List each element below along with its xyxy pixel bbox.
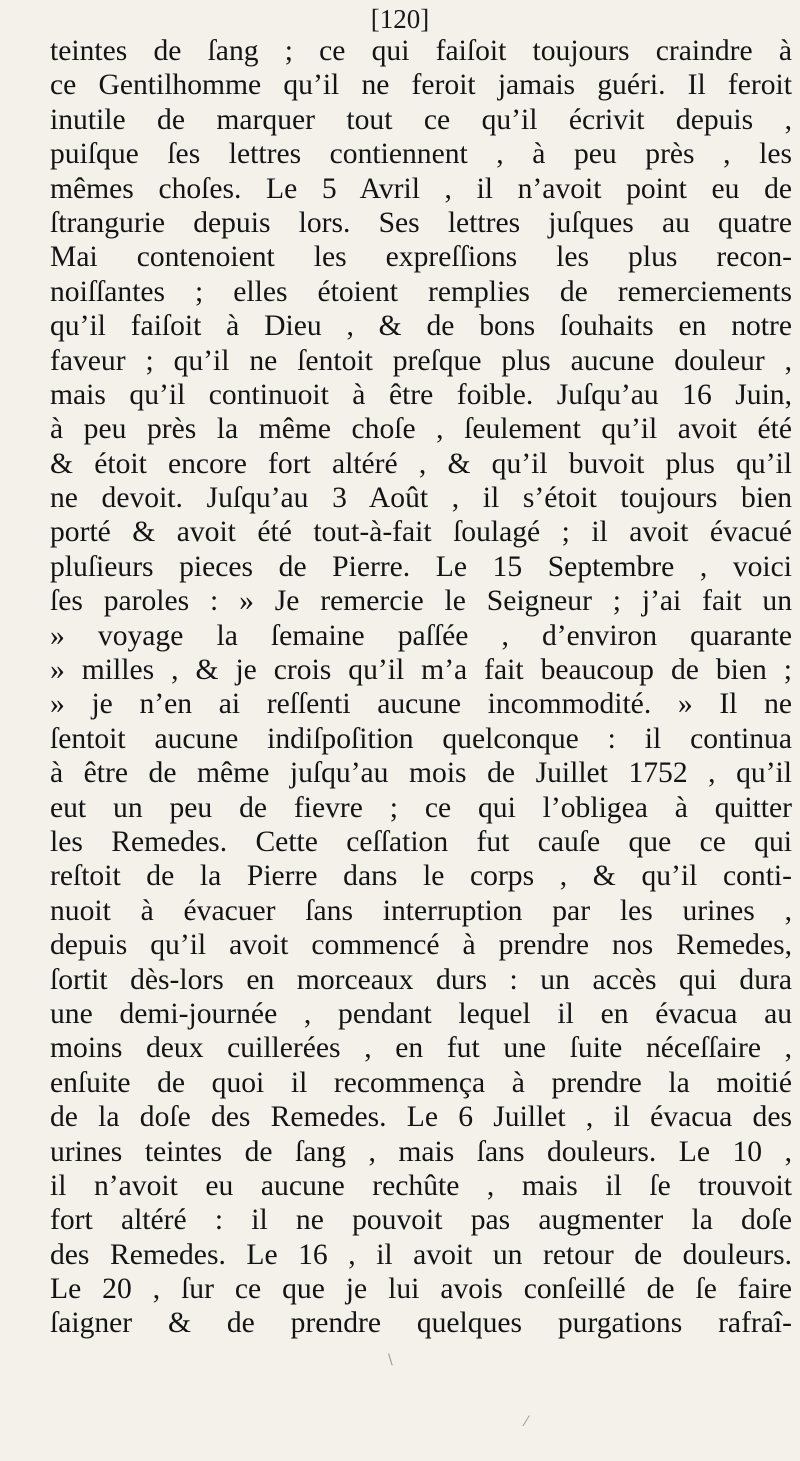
text-line: ne devoit. Juſqu’au 3 Août , il s’étoit toujours bien xyxy=(50,482,792,515)
text-line: inutile de marquer tout ce qu’il écrivit depuis , xyxy=(50,103,792,136)
text-line: fort altéré : il ne pouvoit pas augmenter la doſe xyxy=(50,1204,792,1237)
text-line: une demi-journée , pendant lequel il en évacua au xyxy=(50,997,792,1030)
text-line: & étoit encore fort altéré , & qu’il buvoit plus qu’il xyxy=(50,447,792,480)
text-line: qu’il faiſoit à Dieu , & de bons ſouhaits en notre xyxy=(50,310,792,343)
text-line: » milles , & je crois qu’il m’a fait beaucoup de bien ; xyxy=(50,654,792,687)
text-line: » je n’en ai reſſenti aucune incommodité. » Il ne xyxy=(50,688,792,721)
text-line: Le 20 , ſur ce que je lui avois conſeillé de ſe faire xyxy=(50,1273,792,1306)
scan-mark: \ xyxy=(388,1352,393,1368)
text-line: de la doſe des Remedes. Le 6 Juillet , il évacua des xyxy=(50,1101,792,1134)
text-line: ſortit dès-lors en morceaux durs : un accès qui dura xyxy=(50,963,792,996)
text-line: ſes paroles : » Je remercie le Seigneur ; j’ai fait un xyxy=(50,585,792,618)
body-text xyxy=(50,34,792,1341)
text-line: des Remedes. Le 16 , il avoit un retour de douleurs. xyxy=(50,1238,792,1271)
text-line: » voyage la ſemaine paſſée , d’environ quarante xyxy=(50,619,792,652)
text-line: ſentoit aucune indiſpoſition quelconque : il continua xyxy=(50,722,792,755)
text-line: enſuite de quoi il recommença à prendre la moitié xyxy=(50,1066,792,1099)
text-line: puiſque ſes lettres contiennent , à peu près , les xyxy=(50,138,792,171)
page-number: [120] xyxy=(370,4,430,34)
text-line: ce Gentilhomme qu’il ne feroit jamais guéri. Il feroit xyxy=(50,69,792,102)
text-line: reſtoit de la Pierre dans le corps , & qu’il conti- xyxy=(50,860,792,893)
text-line: eut un peu de fievre ; ce qui l’obligea à quitter xyxy=(50,791,792,824)
text-line: ſtrangurie depuis lors. Ses lettres juſques au quatre xyxy=(50,206,792,239)
text-line: les Remedes. Cette ceſſation fut cauſe que ce qui xyxy=(50,825,792,858)
text-line: mais qu’il continuoit à être foible. Juſqu’au 16 Juin, xyxy=(50,378,792,411)
text-line: porté & avoit été tout-à-fait ſoulagé ; il avoit évacué xyxy=(50,516,792,549)
text-line: moins deux cuillerées , en fut une ſuite néceſſaire , xyxy=(50,1032,792,1065)
text-line: pluſieurs pieces de Pierre. Le 15 Septembre , voici xyxy=(50,550,792,583)
text-line: à être de même juſqu’au mois de Juillet 1752 , qu’il xyxy=(50,757,792,790)
text-line: nuoit à évacuer ſans interruption par les urines , xyxy=(50,894,792,927)
text-line: à peu près la même choſe , ſeulement qu’il avoit été xyxy=(50,413,792,446)
text-line: faveur ; qu’il ne ſentoit preſque plus aucune douleur , xyxy=(50,344,792,377)
text-line: mêmes choſes. Le 5 Avril , il n’avoit point eu de xyxy=(50,172,792,205)
text-line: teintes de ſang ; ce qui faiſoit toujours craindre à xyxy=(50,35,792,67)
text-line: il n’avoit eu aucune rechûte , mais il ſe trouvoit xyxy=(50,1169,792,1202)
text-line: ſaigner & de prendre quelques purgations rafraî- xyxy=(50,1307,792,1340)
scan-mark: ⁄ xyxy=(525,1414,528,1430)
text-line: depuis qu’il avoit commencé à prendre nos Remedes, xyxy=(50,929,792,962)
text-line: noiſſantes ; elles étoient remplies de remerciements xyxy=(50,275,792,308)
text-line: urines teintes de ſang , mais ſans douleurs. Le 10 , xyxy=(50,1135,792,1168)
text-line: Mai contenoient les expreſſions les plus recon- xyxy=(50,241,792,274)
